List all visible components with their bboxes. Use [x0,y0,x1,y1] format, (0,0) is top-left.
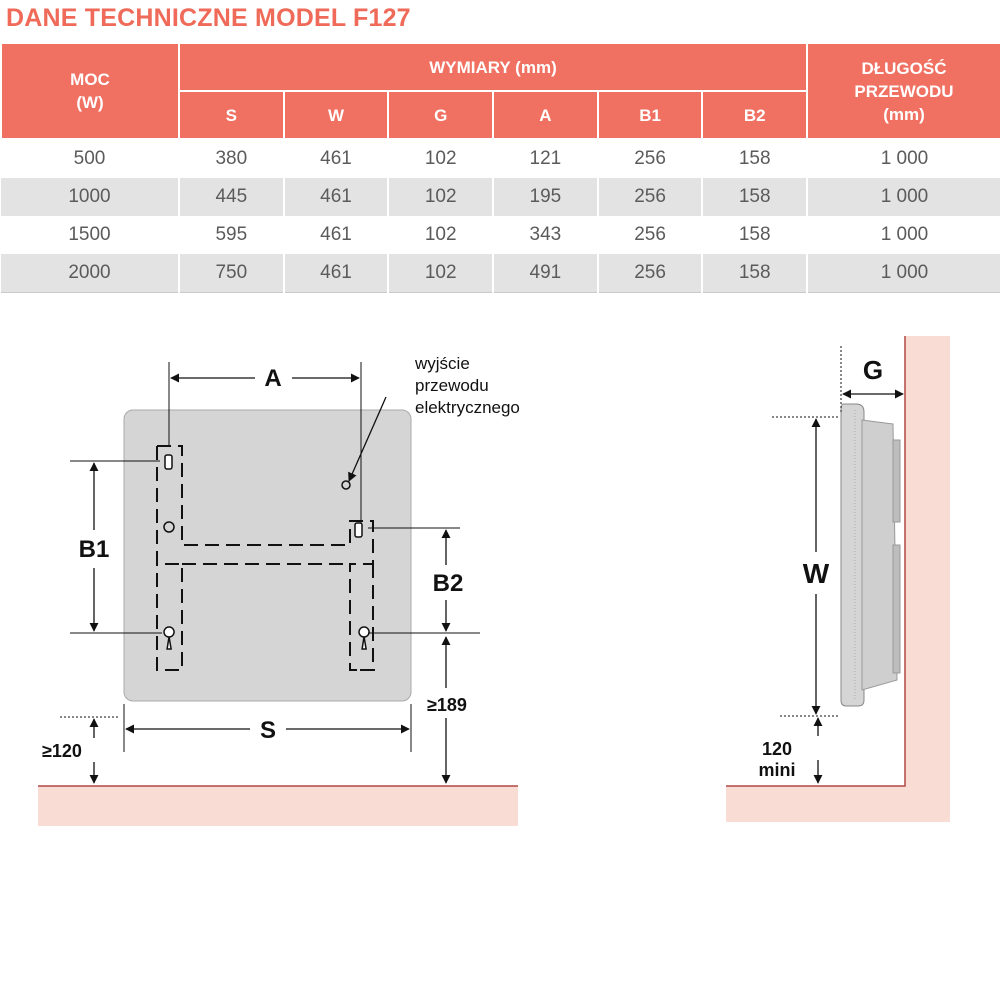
table-cell: 343 [493,216,598,254]
heater-side-bracket-bottom [893,545,900,673]
dim-b1-label: B1 [78,536,110,563]
cable-note-line2: przewodu [415,376,489,395]
table-cell: 491 [493,254,598,293]
dim-w-label: W [802,558,830,589]
table-cell: 102 [388,216,493,254]
dim-189-label: ≥189 [427,695,467,715]
table-cell: 1000 [1,178,179,216]
table-cell: 2000 [1,254,179,293]
header-dim-s: S [179,91,284,139]
table-cell: 158 [702,254,807,293]
table-cell: 461 [284,139,389,178]
table-cell: 121 [493,139,598,178]
wall [905,336,950,822]
table-cell: 1 000 [807,254,1000,293]
header-power-line1: MOC [70,70,110,89]
heater-panel [124,410,411,701]
header-dim-g: G [388,91,493,139]
table-cell: 195 [493,178,598,216]
table-cell: 500 [73,148,106,169]
dim-min-label-line2: mini [758,760,796,780]
table-cell: 1 000 [807,178,1000,216]
header-dimensions: WYMIARY (mm) [179,43,807,91]
header-cable-line3: (mm) [883,104,925,124]
header-cable-line1: DŁUGOŚĆ [861,58,947,78]
mount-slot-top-right [355,523,362,537]
table-cell: 158 [702,216,807,254]
page-title: DANE TECHNICZNE MODEL F127 [6,4,411,32]
front-view [38,354,520,826]
table-cell: 158 [702,139,807,178]
heater-side-body [862,420,897,690]
mount-slot-top-left [165,455,172,469]
header-cable-line2: PRZEWODU [854,81,954,101]
side-floor [726,786,950,822]
table-cell: 256 [598,216,703,254]
table-cell: 595 [179,216,284,254]
table-cell: 750 [179,254,284,293]
dim-min-label-line1: 120 [761,739,793,759]
table-cell: 461 [284,254,389,293]
cable-note-line1: wyjście [415,354,470,373]
table-cell: 1500 [68,224,111,245]
dim-s-label: S [259,717,277,744]
table-cell: 461 [284,216,389,254]
dim-a-label: A [264,365,282,392]
table-cell: 445 [179,178,284,216]
table-cell: 1 000 [807,216,1000,254]
table-cell: 102 [388,139,493,178]
cable-note-line3: elektrycznego [415,398,520,417]
floor [38,786,518,826]
table-cell: 1 000 [807,139,1000,178]
table-cell: 256 [598,139,703,178]
header-dim-b2: B2 [702,91,807,139]
table-cell: 158 [702,178,807,216]
header-power-line2: (W) [76,93,104,112]
header-dim-b1: B1 [598,91,703,139]
heater-side-bracket-top [893,440,900,522]
table-cell: 256 [598,178,703,216]
dim-b2-label: B2 [432,570,464,597]
dim-120-label: ≥120 [42,741,82,761]
table-cell: 102 [388,254,493,293]
table-cell: 461 [284,178,389,216]
side-view [726,336,950,822]
dim-g-label: G [862,355,884,385]
header-dim-w: W [284,91,389,139]
heater-side-front [841,404,864,706]
table-cell: 380 [179,139,284,178]
table-cell: 102 [388,178,493,216]
table-cell: 256 [598,254,703,293]
header-dim-a: A [493,91,598,139]
